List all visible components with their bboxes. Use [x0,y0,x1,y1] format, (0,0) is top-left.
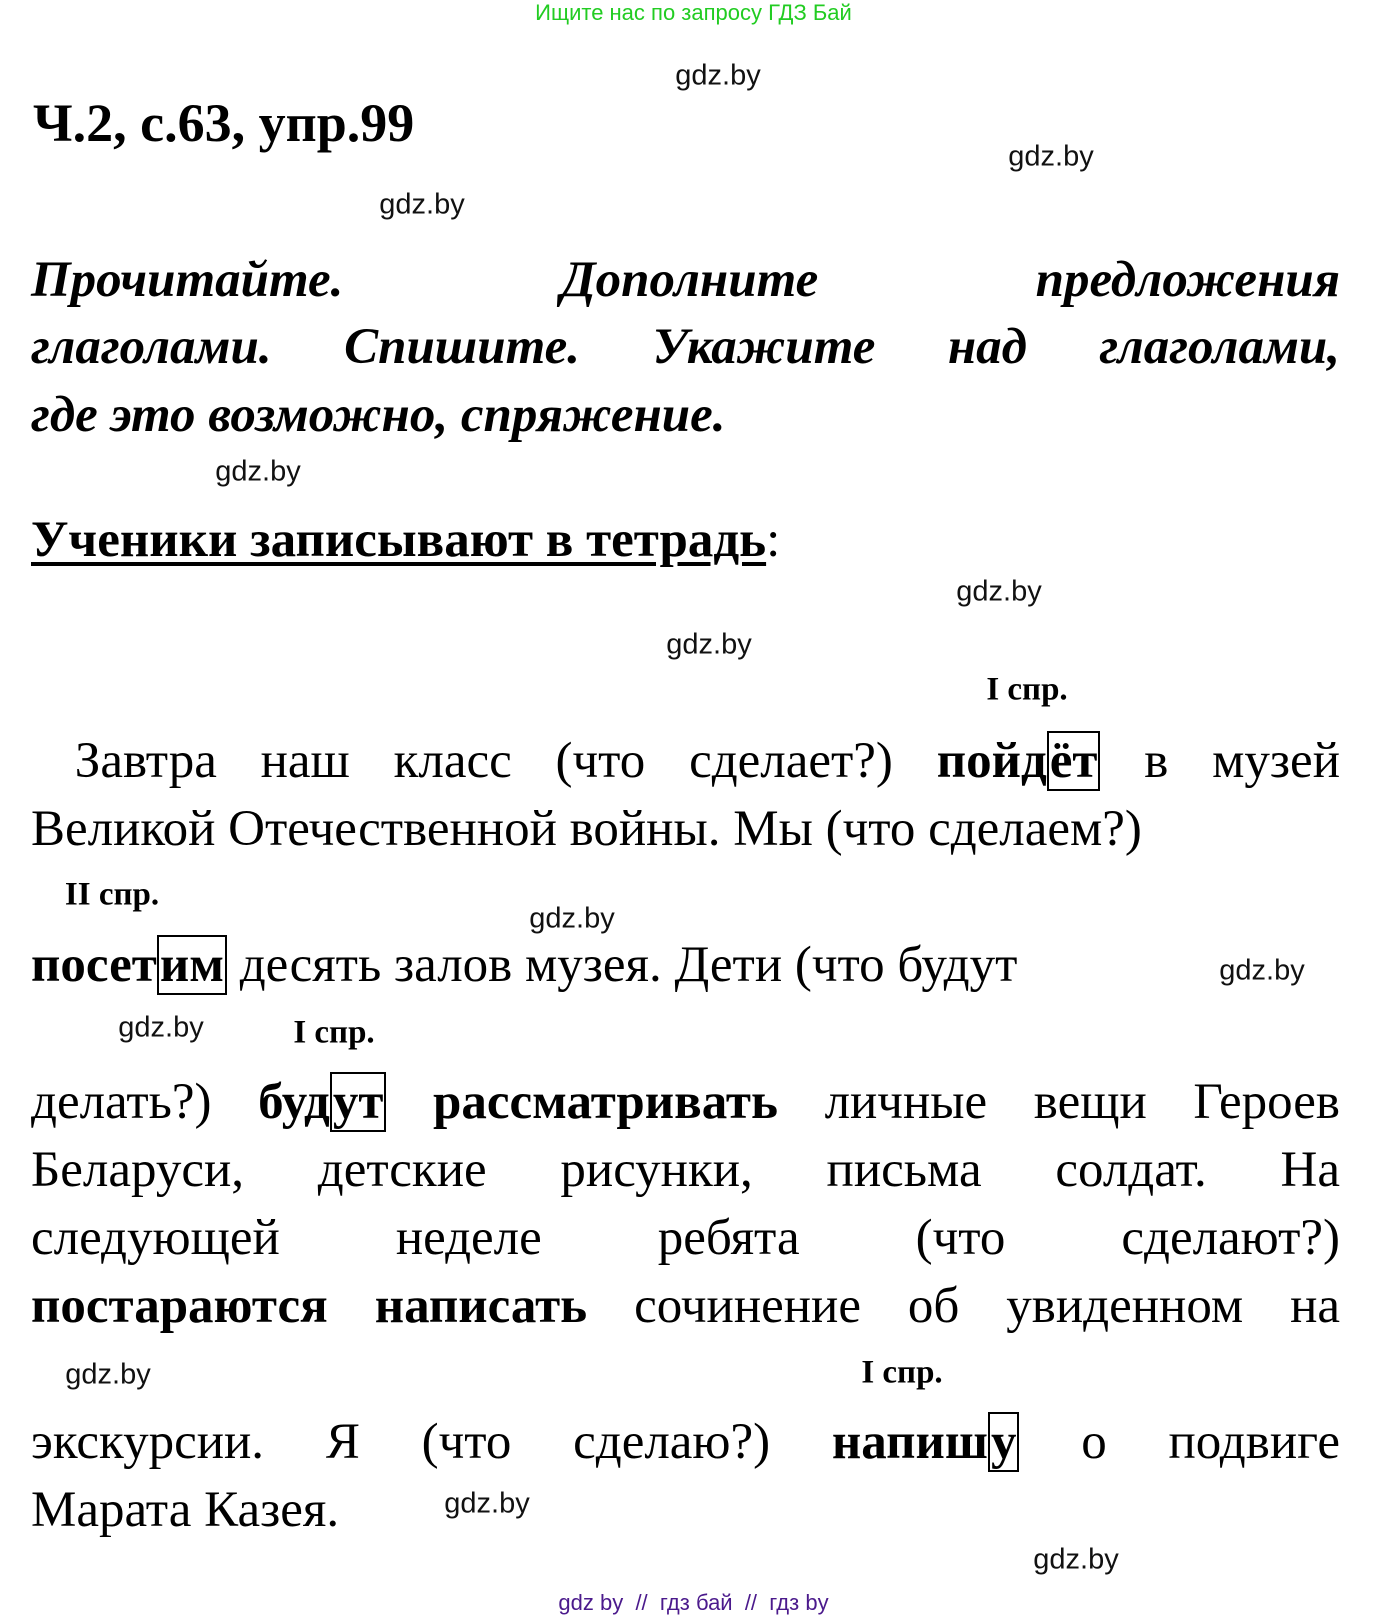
verb-ending-box: ут [330,1072,387,1132]
text-line [31,1277,1340,1335]
sentence-text: о подвиге [1019,1414,1341,1470]
instruction-word: Укажите [652,319,876,375]
sentence-text: Марата Казея. [31,1482,340,1538]
instruction-line [31,386,1340,444]
text-line [31,1413,1340,1471]
verb-text: буд [258,1074,330,1130]
text-line [31,936,1340,994]
text-line [31,732,1340,790]
verb-text: посет [31,937,157,993]
conjugation-label: I спр. [861,1354,943,1391]
instruction-word: где это возможно, спряжение. [31,387,726,443]
sentence-text: сочинение об увиденном на [587,1278,1340,1334]
sentence-text: Беларуси, детские рисунки, письма солдат. На [31,1142,1340,1198]
watermark: gdz.by [1033,1543,1119,1576]
watermark: gdz.by [118,1011,204,1044]
instruction-word: Дополните [560,252,819,308]
subheading [31,511,780,569]
text-line [31,1073,1340,1131]
watermark: gdz.by [379,188,465,221]
watermark: gdz.by [444,1487,530,1520]
instruction-word: Прочитайте. [31,252,344,308]
watermark: gdz.by [1219,954,1305,987]
instruction-word: над [947,319,1027,375]
text-line [31,800,1340,858]
watermark: gdz.by [529,902,615,935]
verb-text: постараются написать [31,1278,588,1334]
watermark: gdz.by [666,628,752,661]
text-line [31,1141,1340,1199]
verb-ending-box: им [157,935,227,995]
instruction-word: глаголами. [31,319,272,375]
instruction-word: Спишите. [344,319,581,375]
conjugation-label: I спр. [293,1014,375,1051]
search-banner: Ищите нас по запросу ГДЗ Бай [535,0,852,25]
subheading-text: Ученики записывают в тетрадь [31,512,767,568]
text-line [31,1209,1340,1267]
sentence-text: Завтра наш класс (что сделает?) [31,733,937,789]
conjugation-label: II спр. [64,876,160,913]
watermark: gdz.by [65,1358,151,1391]
watermark: gdz.by [215,455,301,488]
instruction-word: глаголами, [1099,319,1340,375]
watermark: gdz.by [1008,140,1094,173]
sentence-text: экскурсии. Я (что сделаю?) [31,1414,832,1470]
watermark: gdz.by [675,59,761,92]
sentence-text: в музей [1100,733,1340,789]
verb-text: рассматривать [386,1074,778,1130]
instruction-word: предложения [1035,252,1341,308]
verb-ending-box: ёт [1047,731,1101,791]
text-line [31,1481,1340,1539]
page-title: Ч.2, с.63, упр.99 [33,93,415,153]
instruction-line [31,318,1340,376]
sentence-text: следующей неделе ребята (что сделают?) [31,1210,1340,1266]
sentence-text: личные вещи Героев [777,1074,1340,1130]
conjugation-label: I спр. [986,671,1068,708]
sentence-text: Великой Отечественной войны. Мы (что сделаем?) [31,801,1142,857]
footer-links: gdz by // гдз бай // гдз by [558,1590,829,1615]
verb-text: пойд [936,733,1047,789]
instruction-line [31,251,1340,309]
verb-ending-box: у [988,1412,1020,1472]
subheading-colon: : [766,512,781,568]
sentence-text: делать?) [31,1074,259,1130]
sentence-text: десять залов музея. Дети (что будут [226,937,1018,993]
verb-text: напиш [831,1414,988,1470]
watermark: gdz.by [956,575,1042,608]
